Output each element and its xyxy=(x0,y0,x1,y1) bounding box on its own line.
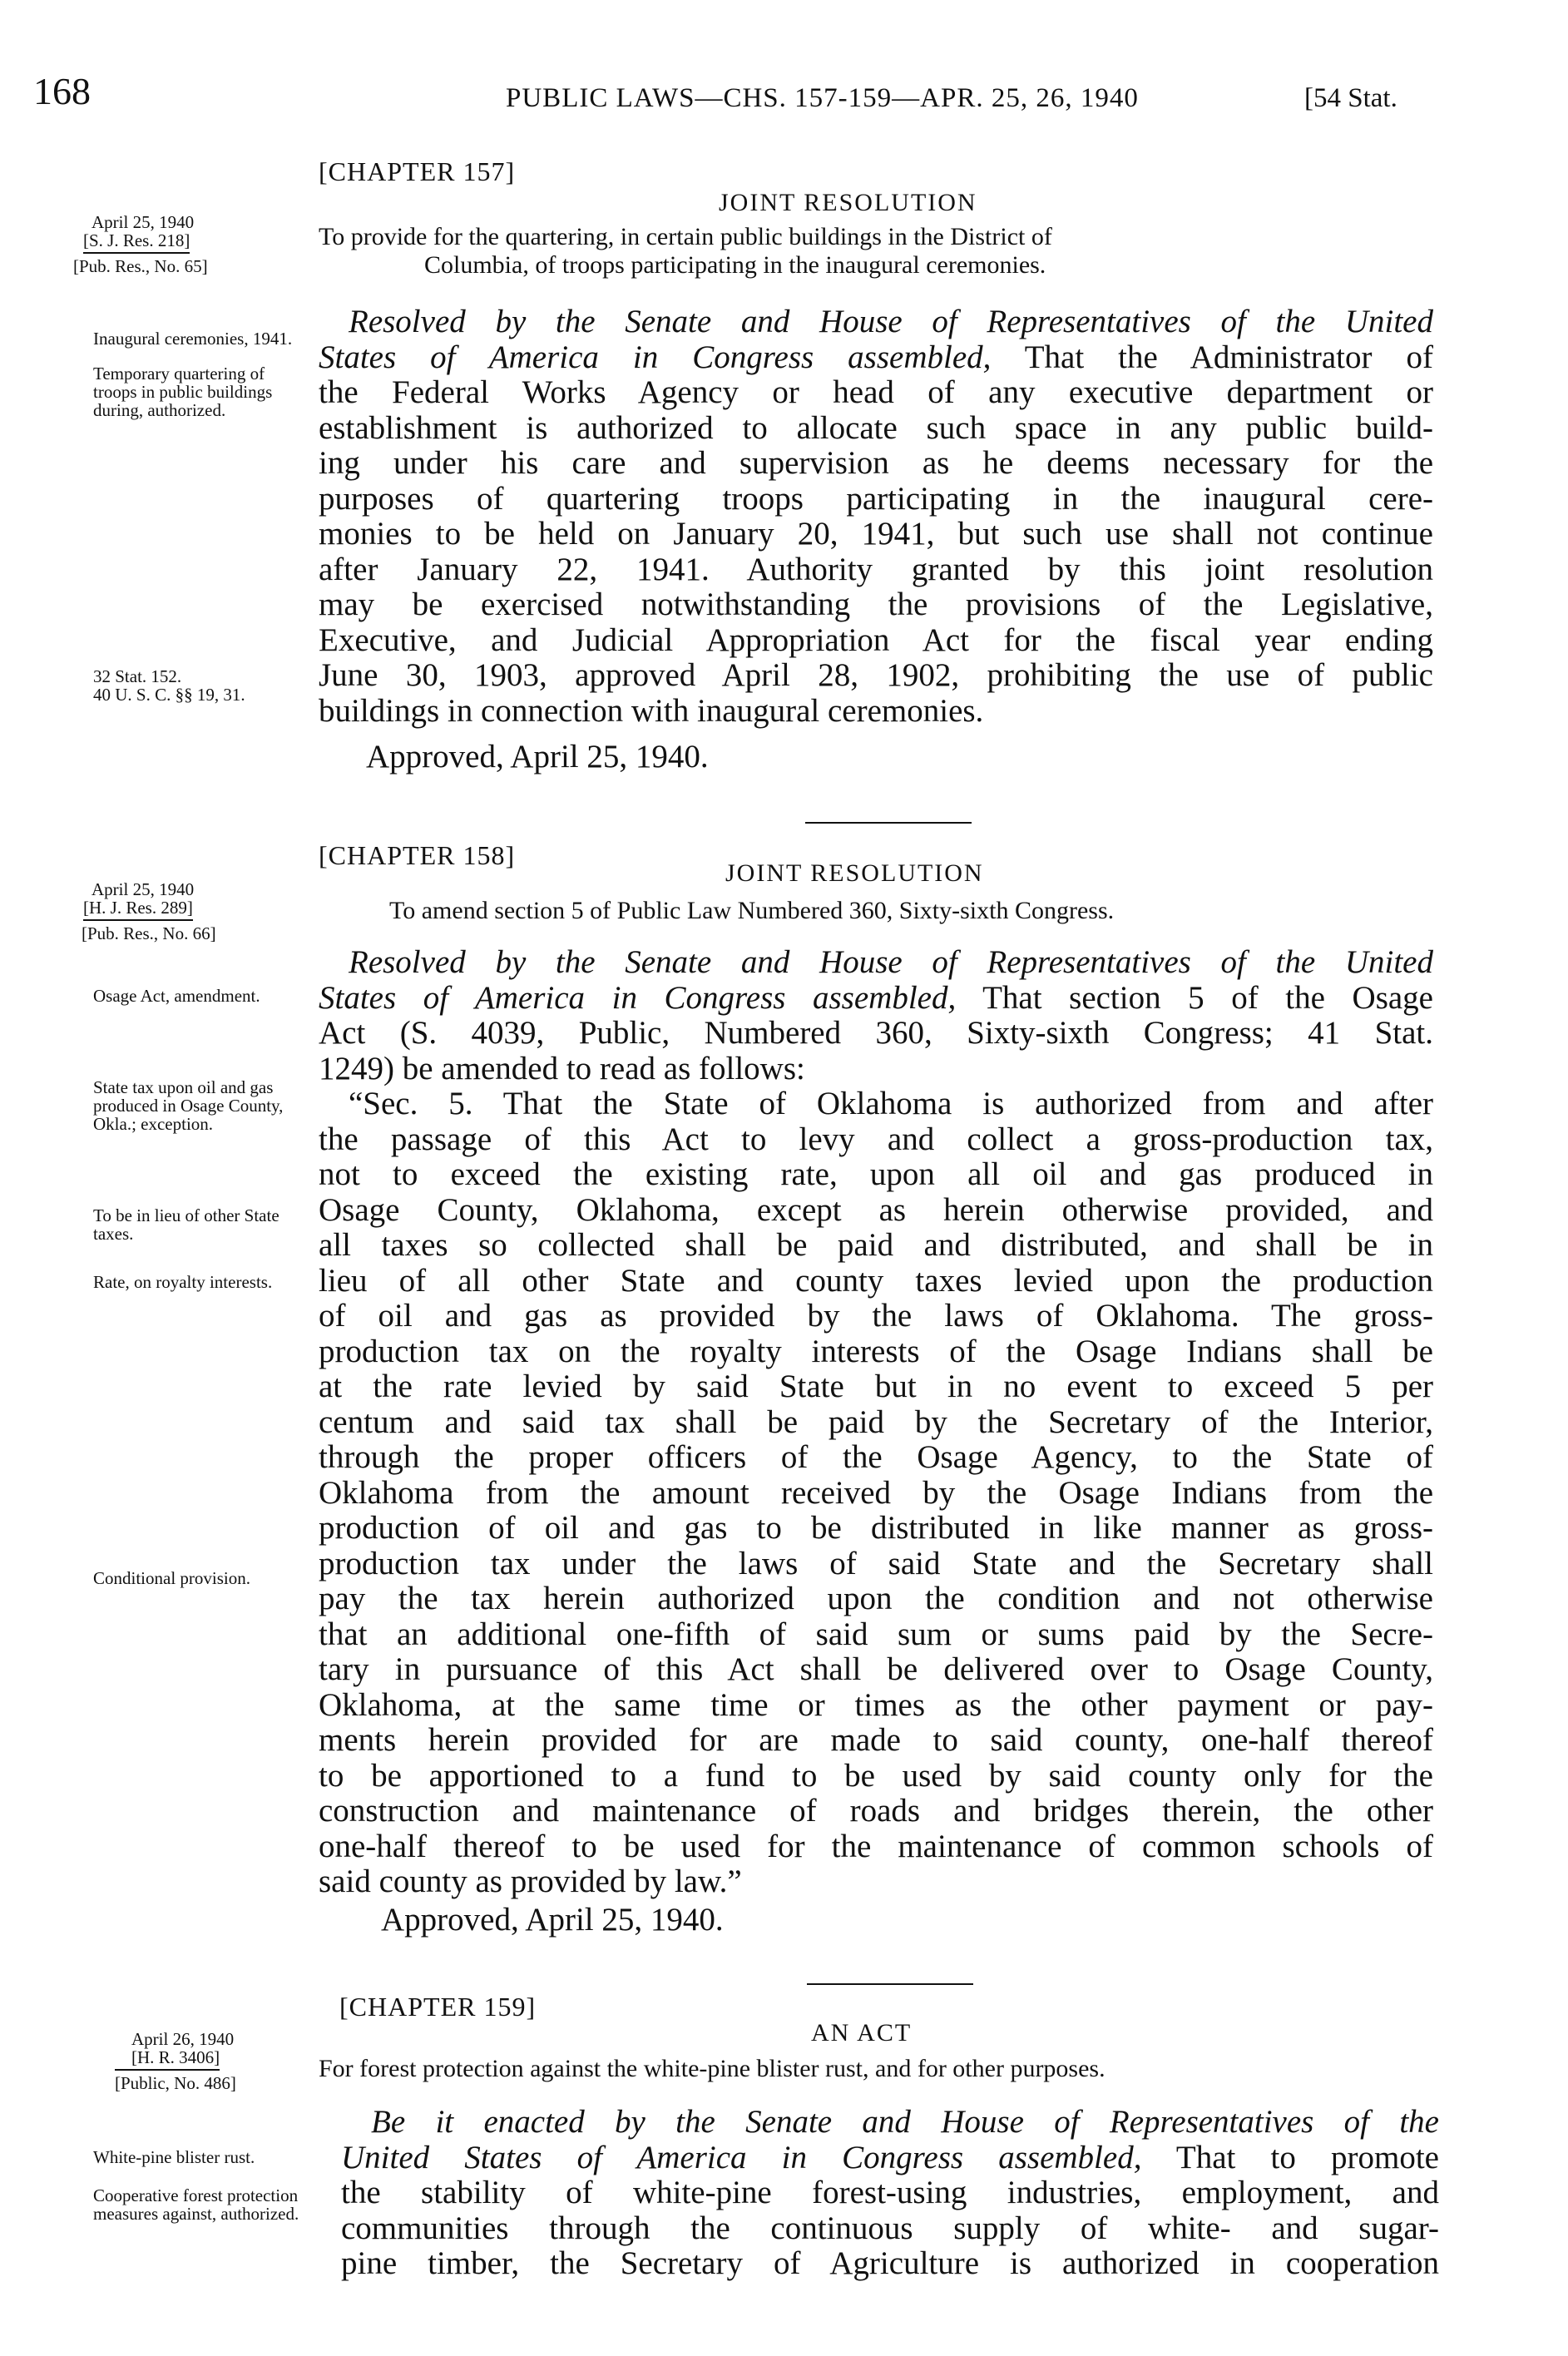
page-number: 168 xyxy=(33,70,91,112)
body-line: buildings in connection with inaugural ceremonies. xyxy=(319,692,984,729)
section-divider xyxy=(805,822,972,824)
body-line: said county as provided by law.” xyxy=(319,1864,742,1899)
ch157-purpose-line2: Columbia, of troops participating in the inaugural ceremonies. xyxy=(424,251,1046,279)
ch158-enact-italic2: States of America in Congress assembled, xyxy=(319,979,957,1016)
body-line: pine timber, the Secretary of Agriculture is authorized in cooperation xyxy=(341,2245,1439,2281)
body-line: of oil and gas as provided by the laws of Oklahoma. The gross- xyxy=(319,1298,1433,1334)
body-line: establishment is authorized to allocate such space in any public build- xyxy=(319,409,1433,446)
ch158-side-note-1: Osage Act, amendment. xyxy=(93,986,260,1006)
body-line: the passage of this Act to levy and collect a gross-production tax, xyxy=(319,1121,1433,1157)
ch157-side-pub: [Pub. Res., No. 65] xyxy=(73,256,208,276)
ch158-purpose: To amend section 5 of Public Law Numbered 360, Sixty-sixth Congress. xyxy=(389,897,1115,924)
ch159-type: AN ACT xyxy=(811,2019,913,2047)
body-line: centum and said tax shall be paid by the Secretary of the Interior, xyxy=(319,1403,1433,1440)
body-line: Act (S. 4039, Public, Numbered 360, Sixty-sixth Congress; 41 Stat. xyxy=(319,1015,1433,1051)
running-head-title: PUBLIC LAWS—CHS. 157-159—APR. 25, 26, 1940 xyxy=(506,83,1139,113)
ch158-side-note-5: Conditional provision. xyxy=(93,1568,250,1588)
body-line: ing under his care and supervision as he deems necessary for the xyxy=(319,445,1433,481)
ch159-purpose: For forest protection against the white-pine blister rust, and for other purposes. xyxy=(319,2055,1106,2082)
body-line: not to exceed the existing rate, upon all oil and gas produced in xyxy=(319,1156,1433,1192)
ch159-enact-line1 xyxy=(341,2105,1439,2141)
ch158-enact-line1 xyxy=(319,945,1433,981)
ch157-type: JOINT RESOLUTION xyxy=(719,189,977,216)
ch158-enact-rest: That section 5 of the Osage xyxy=(956,979,1433,1016)
body-line: Oklahoma, at the same time or times as the other payment or pay- xyxy=(319,1686,1433,1723)
ch159-body xyxy=(341,2105,1439,2282)
body-line: Executive, and Judicial Appropriation Act for the fiscal year ending xyxy=(319,621,1433,658)
body-line: 1249) be amended to read as follows: xyxy=(319,1050,805,1086)
body-line: production tax on the royalty interests of the Osage Indians shall be xyxy=(319,1333,1433,1369)
ch159-side-note-1: White-pine blister rust. xyxy=(93,2147,255,2167)
ch159-side-pub: [Public, No. 486] xyxy=(115,2073,236,2093)
running-head-stat: [54 Stat. xyxy=(1304,83,1397,113)
body-line: through the proper officers of the Osage Agency, to the State of xyxy=(319,1439,1433,1475)
ch157-purpose-line1: To provide for the quartering, in certain public buildings in the District of xyxy=(319,223,1052,250)
section-divider xyxy=(807,1983,973,1985)
ch158-side-bill: [H. J. Res. 289] xyxy=(83,898,193,921)
ch157-enact-rest: That the Administrator of xyxy=(991,339,1433,375)
ch158-enact-italic1: Resolved by the Senate and House of Representatives of the United xyxy=(349,944,1433,980)
ch158-approved: Approved, April 25, 1940. xyxy=(381,1902,724,1938)
body-line: lieu of all other State and county taxes levied upon the production xyxy=(319,1262,1433,1299)
chapter-159-heading: [CHAPTER 159] xyxy=(339,1992,537,2022)
body-line: monies to be held on January 20, 1941, but such use shall not continue xyxy=(319,516,1433,552)
body-line: ments herein provided for are made to said county, one-half thereof xyxy=(319,1722,1433,1758)
ch158-side-note-4: Rate, on royalty interests. xyxy=(93,1272,273,1292)
ch159-side-note-2: Cooperative forest protection measures against, authorized. xyxy=(93,2185,299,2224)
ch158-body xyxy=(319,945,1433,1900)
body-line: production of oil and gas to be distributed in like manner as gross- xyxy=(319,1510,1433,1546)
ch159-side-bill: [H. R. 3406] xyxy=(115,2048,220,2071)
body-line: one-half thereof to be used for the maintenance of common schools of xyxy=(319,1828,1433,1864)
body-line: to be apportioned to a fund to be used by said county only for the xyxy=(319,1757,1433,1794)
body-line: at the rate levied by said State but in no event to exceed 5 per xyxy=(319,1369,1433,1404)
body-line: communities through the continuous supply of white- and sugar- xyxy=(341,2210,1439,2246)
ch157-side-note-2: Temporary quartering of troops in public buildings during, authorized. xyxy=(93,364,273,420)
ch158-side-pub: [Pub. Res., No. 66] xyxy=(82,923,216,943)
ch158-side-note-2: State tax upon oil and gas produced in Osage County, Okla.; exception. xyxy=(93,1077,284,1134)
body-line: Oklahoma from the amount received by the Osage Indians from the xyxy=(319,1474,1433,1511)
ch158-sidenote-block xyxy=(83,880,308,943)
ch159-side-date: April 26, 1940 xyxy=(131,2029,235,2049)
body-line: the Federal Works Agency or head of any executive department or xyxy=(319,374,1433,410)
ch157-side-note-1: Inaugural ceremonies, 1941. xyxy=(93,329,293,349)
body-line: purposes of quartering troops participating in the inaugural cere- xyxy=(319,480,1433,517)
ch159-enact-rest: That to promote xyxy=(1141,2139,1439,2175)
ch158-side-date: April 25, 1940 xyxy=(92,879,195,899)
ch157-enact-line2 xyxy=(319,340,1433,376)
ch157-enact-line1 xyxy=(319,304,1433,340)
body-line: that an additional one-fifth of said sum or sums paid by the Secre- xyxy=(319,1616,1433,1652)
ch157-side-date: April 25, 1940 xyxy=(92,212,195,232)
body-line: June 30, 1903, approved April 28, 1902, prohibiting the use of public xyxy=(319,657,1433,693)
body-line: pay the tax herein authorized upon the condition and not otherwise xyxy=(319,1581,1433,1616)
ch157-approved: Approved, April 25, 1940. xyxy=(366,739,709,775)
ch158-enact-line2 xyxy=(319,981,1433,1017)
ch157-sidenote-block xyxy=(73,212,308,276)
ch157-enact-italic1: Resolved by the Senate and House of Representatives of the United xyxy=(349,304,1433,339)
ch158-side-note-3: To be in lieu of other State taxes. xyxy=(93,1205,279,1244)
body-line: tary in pursuance of this Act shall be delivered over to Osage County, xyxy=(319,1651,1433,1687)
ch158-section-open: “Sec. 5. That the State of Oklahoma is authorized from and after xyxy=(349,1086,1433,1121)
ch159-enact-italic2: United States of America in Congress assembled, xyxy=(341,2139,1142,2175)
body-line: Osage County, Oklahoma, except as herein otherwise provided, and xyxy=(319,1191,1433,1228)
body-line: all taxes so collected shall be paid and distributed, and shall be in xyxy=(319,1227,1433,1263)
ch157-enact-italic2: States of America in Congress assembled, xyxy=(319,339,992,375)
ch157-side-note-3: 32 Stat. 152. xyxy=(93,666,182,686)
body-line: construction and maintenance of roads and bridges therein, the other xyxy=(319,1793,1433,1829)
body-line: after January 22, 1941. Authority granted by this joint resolution xyxy=(319,551,1433,587)
ch157-body xyxy=(319,304,1433,729)
ch158-type: JOINT RESOLUTION xyxy=(725,859,984,887)
ch159-enact-italic1: Be it enacted by the Senate and House of Representatives of the xyxy=(371,2104,1439,2140)
ch157-side-bill: [S. J. Res. 218] xyxy=(83,231,190,254)
chapter-157-heading: [CHAPTER 157] xyxy=(319,156,516,186)
ch157-side-note-4: 40 U. S. C. §§ 19, 31. xyxy=(93,685,245,705)
body-line: may be exercised notwithstanding the provisions of the Legislative, xyxy=(319,587,1433,622)
body-line: production tax under the laws of said State and the Secretary shall xyxy=(319,1545,1433,1581)
chapter-158-heading: [CHAPTER 158] xyxy=(319,840,516,870)
body-line: the stability of white-pine forest-using industries, employment, and xyxy=(341,2175,1439,2210)
ch159-sidenote-block xyxy=(115,2030,314,2092)
ch159-enact-line2 xyxy=(341,2141,1439,2176)
